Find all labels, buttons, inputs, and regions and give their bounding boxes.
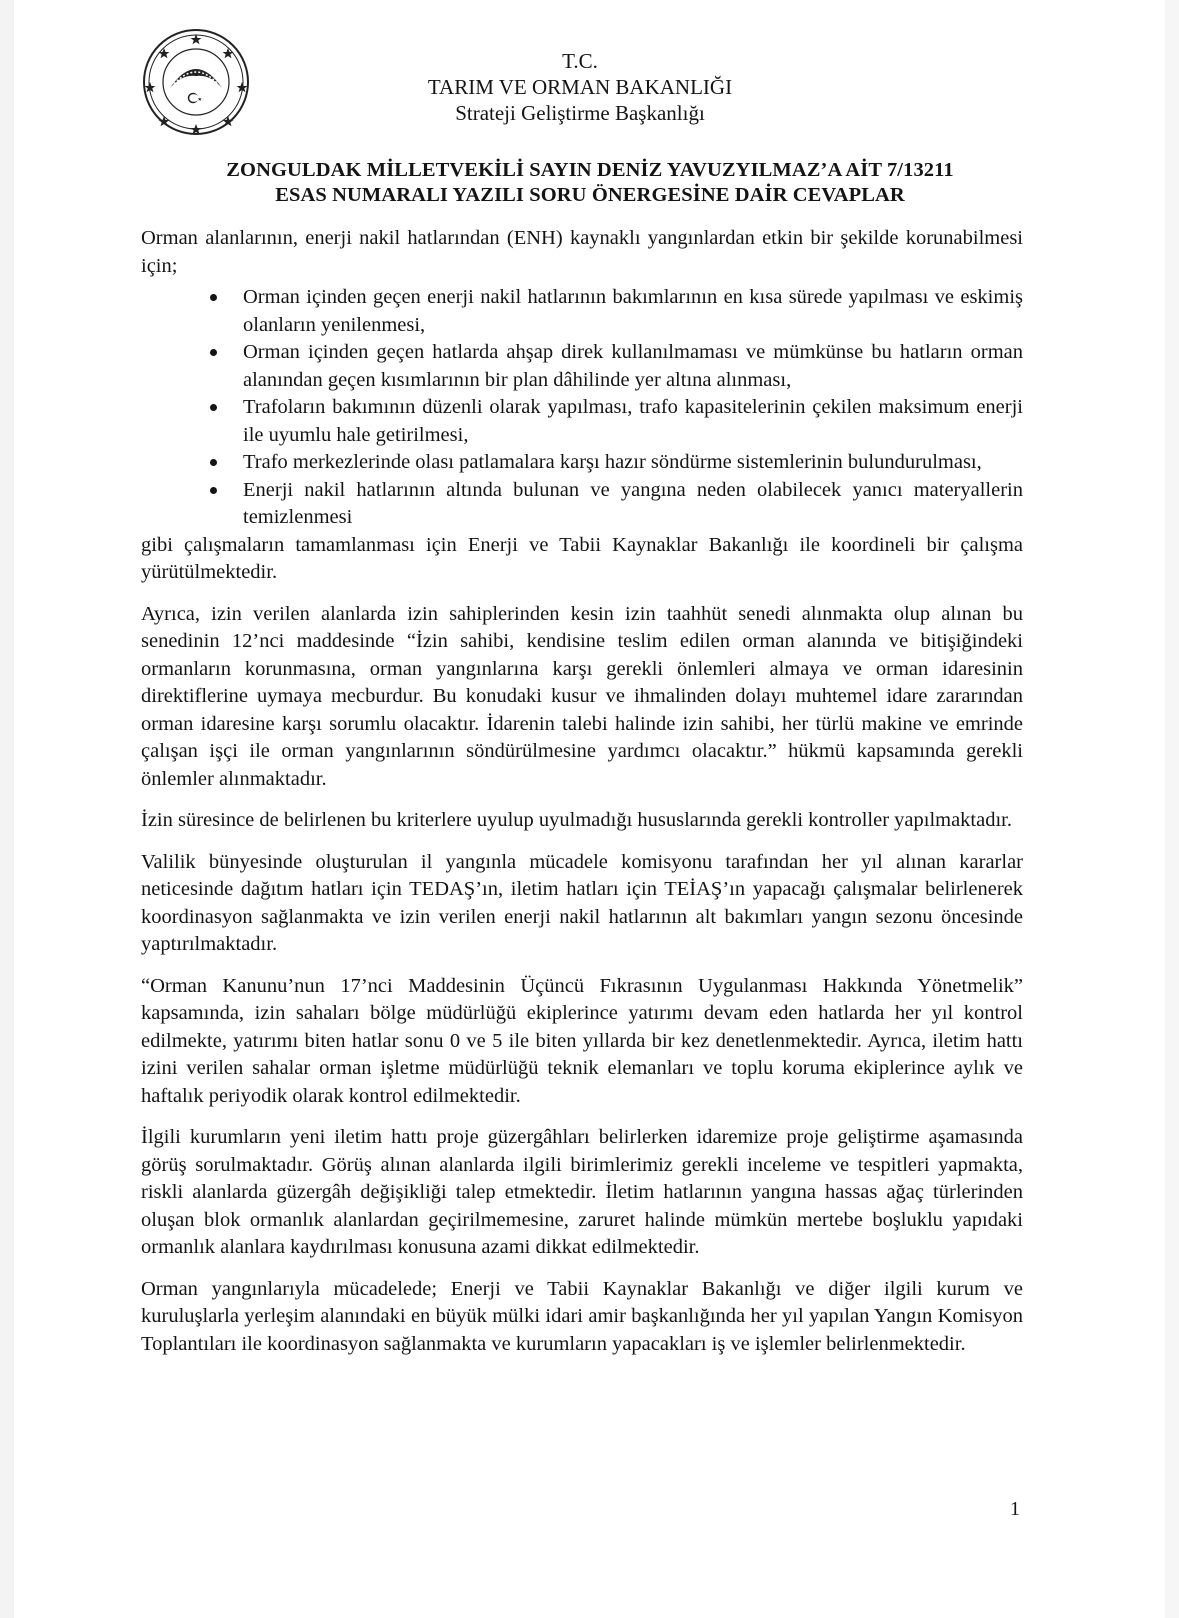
document-title: [140, 158, 1040, 208]
title-line-1: ZONGULDAK MİLLETVEKİLİ SAYIN DENİZ YAVUZYILMAZ’A AİT 7/13211: [226, 159, 954, 181]
paragraph-controls: İzin süresince de belirlenen bu kriterlere uyulup uyulmadığı hususlarında gerekli kontroller yapılmaktadır.: [141, 809, 1012, 831]
intro-paragraph: Orman alanlarının, enerji nakil hatlarından (ENH) kaynaklı yangınlardan etkin bir şekilde korunabilmesi için;: [141, 227, 1023, 277]
title-line-2: ESAS NUMARALI YAZILI SORU ÖNERGESİNE DAİR CEVAPLAR: [275, 184, 905, 206]
paragraph-route-review: İlgili kurumların yeni iletim hattı proje güzergâhları belirlerken idaremize proje geliştirme aşamasında görüş sorulmaktadır. Görüş alınan alanlarda ilgili birimlerimiz gerekli inceleme ve tespitleri yapmakta, riskli alanlarda güzergâh değişikliği talep etmektedir. İletim hatlarının yangına hassas ağaç türlerinden oluşan blok ormanlık alanlardan geçirilmemesine, zaruret halinde mümkün mertebe boşluklu yapıdaki ormanlık alanlara kaydırılması konusuna azami dikkat edilmektedir.: [141, 1126, 1023, 1258]
bullet-icon: [210, 459, 217, 466]
paragraph-governorship: Valilik bünyesinde oluşturulan il yangınla mücadele komisyonu tarafından her yıl alınan kararlar neticesinde dağıtım hatları için TEDAŞ’ın, iletim hatları için TEİAŞ’ın yapacağı çalışmalar belirlenerek koordinasyon sağlanmakta ve izin verilen enerji nakil hatlarının alt bakımları yangın sezonu öncesinde yaptırılmaktadır.: [141, 850, 1023, 955]
list-item-text: Orman içinden geçen enerji nakil hatlarının bakımlarının en kısa sürede yapılması ve eskimiş olanların yenilenmesi,: [243, 286, 1023, 336]
paragraph-regulation: “Orman Kanunu’nun 17’nci Maddesinin Üçüncü Fıkrasının Uygulanması Hakkında Yönetmelik” kapsamında, izin sahaları bölge müdürlüğü ekiplerince yatırımı devam eden hatlarda her yıl kontrol edilmekte, yatırımı biten hatlar sonu 0 ve 5 ile biten yıllarda bir kez denetlenmektedir. Ayrıca, iletim hattı izini verilen sahalar orman işletme müdürlüğü teknik elemanları ve toplu koruma ekiplerince aylık ve haftalık periyodik olarak kontrol edilmektedir.: [141, 974, 1023, 1107]
list-item: [243, 339, 1023, 394]
list-item-text: Orman içinden geçen hatlarda ahşap direk kullanılmaması ve mümkünse bu hatların orman alanından geçen kısımlarının bir plan dâhilinde yer altına alınması,: [243, 341, 1023, 391]
ministry-seal-icon: [140, 26, 252, 138]
list-item: [243, 449, 1023, 477]
paragraph-permit-commitment: Ayrıca, izin verilen alanlarda izin sahiplerinden kesin izin taahhüt senedi alınmakta olup alınan bu senedinin 12’nci maddesinde “İzin sahibi, kendisine teslim edilen orman alanında ve bitişiğindeki ormanların korunmasına, orman yangınlarına karşı gerekli önlemleri almaya ve orman idaresinin direktiflerine uymaya mecburdur. Bu konudaki kusur ve ihmalinden dolayı muhtemel idare zararından orman idaresine karşı sorumlu olacaktır. İdarenin talebi halinde izin sahibi, her türlü makine ve emrinde çalışan işçi ile orman yangınlarının söndürülmesine yardımcı olacaktır.” hükmü kapsamında gerekli önlemler alınmaktadır.: [141, 602, 1023, 790]
letterhead: [300, 48, 860, 126]
list-item: [243, 477, 1023, 532]
bullet-icon: [210, 487, 217, 494]
list-item: [243, 284, 1023, 339]
bullet-icon: [210, 349, 217, 356]
bullet-icon: [210, 294, 217, 301]
list-item: [243, 394, 1023, 449]
measures-list: [141, 284, 1023, 532]
list-item-text: Enerji nakil hatlarının altında bulunan ve yangına neden olabilecek yanıcı materyallerin temizlenmesi: [243, 478, 1023, 528]
header-department: Strateji Geliştirme Başkanlığı: [455, 101, 705, 125]
header-country: T.C.: [562, 49, 598, 73]
paragraph-fire-coordination: Orman yangınlarıyla mücadelede; Enerji ve Tabii Kaynaklar Bakanlığı ve diğer ilgili kurum ve kuruluşlarla yerleşim alanındaki en büyük mülki idari amir başkanlığında her yıl yapılan Yangın Komisyon Toplantıları ile koordinasyon sağlanmakta ve kurumların yapacakları iş ve işlemler belirlenmektedir.: [141, 1277, 1023, 1355]
list-item-text: Trafoların bakımının düzenli olarak yapılması, trafo kapasitelerinin çekilen maksimum enerji ile uyumlu hale getirilmesi,: [243, 396, 1023, 446]
document-body: [141, 225, 1023, 1372]
list-item-text: Trafo merkezlerinde olası patlamalara karşı hazır söndürme sistemlerinin bulundurulması,: [243, 451, 982, 473]
page-number: 1: [1010, 1498, 1020, 1520]
after-list-paragraph: gibi çalışmaların tamamlanması için Enerji ve Tabii Kaynaklar Bakanlığı ile koordineli bir çalışma yürütülmektedir.: [141, 533, 1023, 583]
header-ministry: TARIM VE ORMAN BAKANLIĞI: [427, 75, 733, 99]
bullet-icon: [210, 404, 217, 411]
